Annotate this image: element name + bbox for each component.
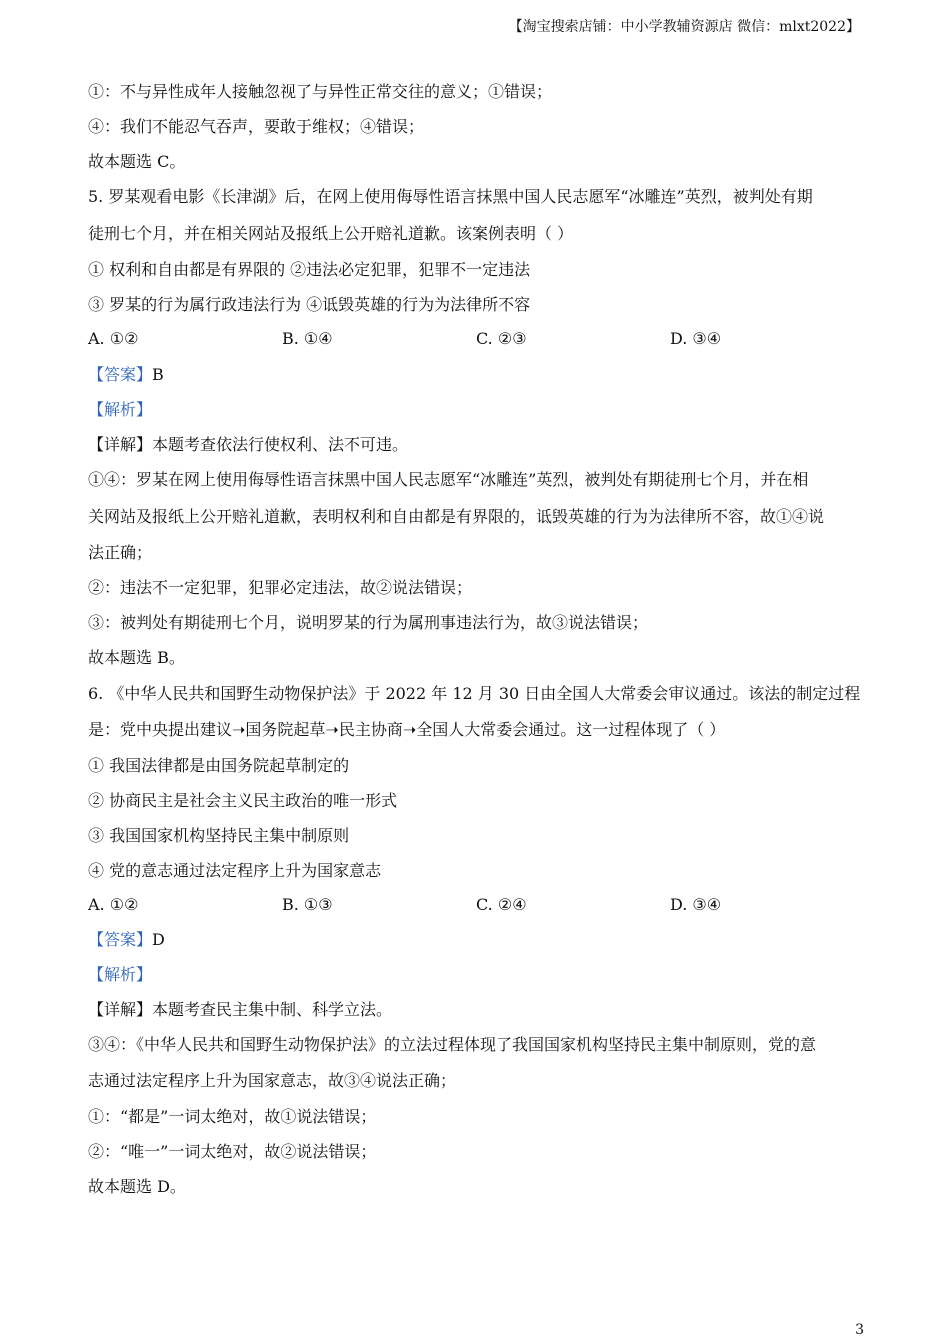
- question-6-statement: ① 我国法律都是由国务院起草制定的: [88, 756, 350, 775]
- option-b: B. ①③: [282, 895, 333, 914]
- question-6-statement: ④ 党的意志通过法定程序上升为国家意志: [88, 861, 382, 880]
- question-6-stem-cont: 是：党中央提出建议➝国务院起草➝民主协商➝全国人大常委会通过。这一过程体现了（ ）: [88, 720, 726, 739]
- text-line: 故本题选 C。: [88, 152, 186, 171]
- text-line: ②：违法不一定犯罪，犯罪必定违法，故②说法错误；: [88, 578, 473, 597]
- option-d: D. ③④: [670, 895, 722, 914]
- question-5-options: [88, 328, 863, 350]
- text-line: ③：被判处有期徒刑七个月，说明罗某的行为属刑事违法行为，故③说法错误；: [88, 613, 649, 632]
- question-5-detail: [88, 434, 408, 456]
- question-6-statement: ② 协商民主是社会主义民主政治的唯一形式: [88, 791, 398, 810]
- text-line: ①：不与异性成年人接触忽视了与异性正常交往的意义；①错误；: [88, 82, 553, 101]
- answer-tag: 【答案】: [88, 365, 153, 384]
- text-line: 法正确；: [88, 543, 153, 562]
- option-c: C. ②③: [476, 329, 527, 348]
- detail-tag: 【详解】: [88, 1000, 153, 1019]
- answer-value: B: [152, 365, 164, 384]
- question-6-statement: ③ 我国国家机构坚持民主集中制原则: [88, 826, 350, 845]
- question-6-detail: [88, 999, 392, 1021]
- text-line: ②：“唯一”一词太绝对，故②说法错误；: [88, 1142, 377, 1161]
- text-line: 关网站及报纸上公开赔礼道歉，表明权利和自由都是有界限的，诋毁英雄的行为为法律所不容，故①④说: [88, 507, 825, 526]
- answer-tag: 【答案】: [88, 930, 153, 949]
- question-5-statements: ① 权利和自由都是有界限的 ②违法必定犯罪，犯罪不一定违法: [88, 260, 531, 279]
- text-line: ④：我们不能忍气吞声，要敢于维权；④错误；: [88, 117, 425, 136]
- option-d: D. ③④: [670, 329, 722, 348]
- question-6-stem: 6. 《中华人民共和国野生动物保护法》于 2022 年 12 月 30 日由全国人大常委会审议通过。该法的制定过程: [88, 684, 861, 703]
- question-5-analysis-label: [88, 399, 152, 421]
- question-5-answer: [88, 364, 164, 386]
- question-5-stem: 5. 罗某观看电影《长津湖》后，在网上使用侮辱性语言抹黑中国人民志愿军“冰雕连”英烈，被判处有期: [88, 187, 813, 206]
- option-b: B. ①④: [282, 329, 333, 348]
- option-a: A. ①②: [88, 329, 139, 348]
- text-line: ①④：罗某在网上使用侮辱性语言抹黑中国人民志愿军“冰雕连”英烈，被判处有期徒刑七个月，并在相: [88, 470, 809, 489]
- detail-text: 本题考查民主集中制、科学立法。: [152, 1000, 393, 1019]
- text-line: 志通过法定程序上升为国家意志，故③④说法正确；: [88, 1071, 457, 1090]
- option-a: A. ①②: [88, 895, 139, 914]
- analysis-tag: 【解析】: [88, 400, 153, 419]
- page-header-watermark: 【淘宝搜索店铺：中小学教辅资源店 微信：mlxt2022】: [508, 19, 860, 35]
- answer-value: D: [152, 930, 165, 949]
- text-line: 故本题选 D。: [88, 1177, 186, 1196]
- text-line: ③④：《中华人民共和国野生动物保护法》的立法过程体现了我国国家机构坚持民主集中制原则，党的意: [88, 1035, 817, 1054]
- detail-text: 本题考查依法行使权利、法不可违。: [152, 435, 409, 454]
- question-6-answer: [88, 929, 165, 951]
- analysis-tag: 【解析】: [88, 965, 153, 984]
- question-6-analysis-label: [88, 964, 152, 986]
- question-5-statements: ③ 罗某的行为属行政违法行为 ④诋毁英雄的行为为法律所不容: [88, 295, 531, 314]
- text-line: 故本题选 B。: [88, 648, 185, 667]
- option-c: C. ②④: [476, 895, 527, 914]
- detail-tag: 【详解】: [88, 435, 153, 454]
- question-6-options: [88, 894, 863, 916]
- text-line: ①：“都是”一词太绝对，故①说法错误；: [88, 1107, 377, 1126]
- page-number: 3: [855, 1322, 864, 1338]
- question-5-stem-cont: 徒刑七个月，并在相关网站及报纸上公开赔礼道歉。该案例表明（ ）: [88, 224, 574, 243]
